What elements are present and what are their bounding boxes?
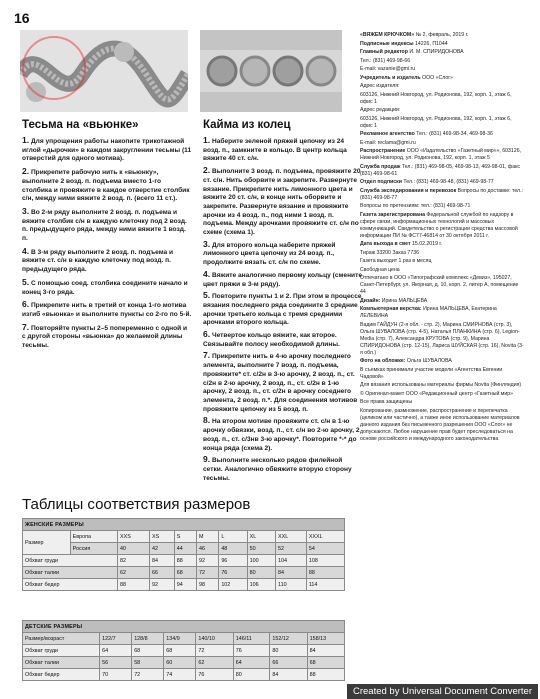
- converter-watermark: Created by Universal Document Converter: [347, 684, 538, 699]
- size-cell: L: [219, 531, 247, 543]
- size-cell: XXL: [276, 531, 307, 543]
- value-cell: 114: [306, 579, 344, 591]
- size-cell: 48: [219, 543, 247, 555]
- value-cell: 56: [100, 657, 132, 669]
- right-step: 7. Прикрепите нить в 4-ю арочку последнего элемента, выполните 7 возд. п. подъема, провяжите* ст. с/2н в 3-ю арочку, 2 возд. п., ст. с/2н в 2-ю арочку, 2 возд. п., ст. с/2н в 1-ю арочку, 2 возд. п., ст. с/2н в арочку соседнего элемента, 2 возд. п.*. Для соединения мотивов провяжите цепочку из 5 возд. п.: [203, 350, 358, 413]
- value-cell: 72: [197, 567, 219, 579]
- value-cell: 104: [276, 555, 307, 567]
- value-cell: 84: [307, 645, 344, 657]
- size-cell: 42: [150, 543, 175, 555]
- imprint-line: 603126, Нижний Новгород, ул. Родионова, 192, корп. 1, этаж 6, офис 1: [360, 115, 512, 129]
- value-cell: 88: [307, 669, 344, 681]
- value-cell: 62: [196, 657, 233, 669]
- value-cell: 66: [150, 567, 175, 579]
- value-cell: 62: [118, 567, 150, 579]
- header-label: Размер/возраст: [23, 633, 100, 645]
- imprint-line: Служба продаж Тел.: (831) 469-98-05, 469-98-13, 469-98-01, факс (831) 469-98-61: [360, 163, 521, 177]
- imprint-line: Газета выходит 1 раз в месяц: [360, 258, 432, 264]
- value-cell: 84: [270, 669, 307, 681]
- right-article-steps: [203, 136, 363, 483]
- imprint-line: Отпечатано в ООО «Типографский комплекс «Девиз», 195027, Санкт-Петербург, ул. Якорная, д. 10, корп. 2, литер А, помещение 44: [360, 275, 519, 295]
- row-label: Обхват бедер: [23, 669, 100, 681]
- red-stamp-circle: [22, 36, 86, 100]
- right-step: 8. На втором мотиве провяжите ст. с/н в 1-ю арочку обвязки, возд. п., ст. с/н во 2-ю арочку, 2 возд. п., ст. с/3нв 3-ю арочку*. Повторите *-* до конца ряда (схема 2).: [203, 415, 360, 452]
- value-cell: 98: [197, 579, 219, 591]
- size-cell: 158/13: [307, 633, 344, 645]
- left-step: 4. В 3-м ряду выполните 2 возд. п. подъема и вяжите ст. с/н в каждую клеточку под возд. п. предыдущего ряда.: [22, 245, 174, 274]
- page-number: 16: [14, 10, 30, 26]
- size-label: Размер: [23, 531, 71, 555]
- imprint-line: © Оригинал-макет ООО «Редакционный центр «Газетный мир»: [360, 390, 514, 397]
- imprint-line: Свободная цена: [360, 266, 400, 273]
- size-cell: 122/7: [100, 633, 132, 645]
- value-cell: 96: [219, 555, 247, 567]
- right-article-title: Кайма из колец: [203, 119, 291, 131]
- size-cell: 52: [276, 543, 307, 555]
- value-cell: 64: [233, 657, 270, 669]
- imprint-line: E-mail: vazanie@gmi.ru: [360, 66, 416, 72]
- value-cell: 84: [276, 567, 307, 579]
- value-cell: 76: [219, 567, 247, 579]
- row-label: Обхват бедер: [23, 579, 118, 591]
- size-cell: 46: [197, 543, 219, 555]
- women-table-banner: ЖЕНСКИЕ РАЗМЕРЫ: [23, 519, 345, 531]
- size-cell: XS: [150, 531, 175, 543]
- value-cell: 92: [150, 579, 175, 591]
- imprint-line: Главный редактор И. М. СПИРИДОНОВА: [360, 49, 464, 55]
- size-cell: XL: [247, 531, 275, 543]
- imprint-line: Копирование, размножение, распространение и перепечатка (целиком или частично), а также иное использование материалов данного издания без письменного разрешения ООО «Слог» не допускаются. Любое нарушение прав будет преследоваться на основе российского и международного законодательства: [360, 407, 520, 442]
- size-cell: S: [174, 531, 196, 543]
- right-step: 9. Выполните несколько рядов филейной сетки. Аналогично обвяжите вторую сторону тесьмы.: [203, 454, 352, 482]
- right-step: 5. Повторите пункты 1 и 2. При этом в процессе вязания последнего ряда соедините 3 средние арочки третьего кольца с тремя средними арочками второго кольца.: [203, 290, 362, 327]
- left-article-steps: [22, 136, 192, 351]
- size-cell: 54: [306, 543, 344, 555]
- imprint-line: Фото на обложке: Ольга ШУВАЛОВА: [360, 358, 452, 364]
- left-article-title: Тесьма на «вьюнке»: [22, 119, 139, 131]
- size-cell: XXS: [118, 531, 150, 543]
- imprint-line: Дата выхода в свет 15.02.2019 г.: [360, 241, 443, 247]
- size-cell: 50: [247, 543, 275, 555]
- value-cell: 66: [270, 657, 307, 669]
- value-cell: 88: [174, 555, 196, 567]
- imprint-line: Распространение ООО «Издательство «Газетный мир»», 603126, Нижний Новгород, ул. Родионова, 192, корп. 1, этаж 5: [360, 148, 522, 161]
- imprint-line: Тираж 33200 Заказ 7736: [360, 249, 419, 256]
- value-cell: 80: [233, 669, 270, 681]
- kids-table-banner: ДЕТСКИЕ РАЗМЕРЫ: [23, 621, 345, 633]
- value-cell: 92: [197, 555, 219, 567]
- value-cell: 68: [307, 657, 344, 669]
- row-label: Обхват груди: [23, 645, 100, 657]
- left-step: 3. Во 2-м ряду выполните 2 возд. п. подъема и вяжите столбик с/н в каждую клеточку под 2 возд. п. предыдущего ряда, между ними вяжите 1 возд. п.: [22, 205, 187, 243]
- left-step: 1. Для упрощения работы накопите трикотажной иглой «дырочки» в каждом закруглении тесьмы (11 отверстий для одного мотива).: [22, 135, 192, 163]
- value-cell: 76: [233, 645, 270, 657]
- imprint-line: «ВЯЖЕМ КРЮЧКОМ» № 2, февраль, 2019 г.: [360, 32, 469, 38]
- imprint-line: Все права защищены: [360, 399, 413, 405]
- imprint-line: 603126, Нижний Новгород, ул. Родионова, 192, корп. 1, этаж 6, офис 1: [360, 91, 512, 105]
- imprint-line: Дизайн: Ирина МАЛЬЦЕВА: [360, 297, 428, 304]
- left-step: 2. Прикрепите рабочую нить к «вьюнку», выполните 2 возд. п. подъема вместо 1-го столбика и провяжите в каждое отверстие столбик с/н, между ними вяжите 2 возд. п. (всего 11 ст.).: [22, 166, 190, 203]
- imprint-line: Газета зарегистрирована Федеральной службой по надзору в сфере связи, информационных технологий и массовых коммуникаций. Свидетельство о регистрации средства массовой информации ПИ № ФС77-46814 от 30 октября 2011 г.: [360, 211, 518, 239]
- left-step: 7. Повторяйте пункты 2–5 попеременно с одной и с другой стороны «вьюнка» до желаемой длины тесьмы.: [22, 321, 188, 350]
- imprint-line: E-mail: reclama@gmi.ru: [360, 139, 416, 146]
- size-cell: 140/10: [196, 633, 233, 645]
- row-label: Обхват талии: [23, 567, 118, 579]
- imprint-line: Учредитель и издатель ООО «Слог»: [360, 74, 454, 81]
- left-step: 6. Прикрепите нить в третий от конца 1-го мотива изгиб «вьюнка» и выполните пункты со 2-го по 5-й.: [22, 299, 192, 318]
- right-step: 2. Выполните 3 возд. п. подъема, провяжите 20 ст. с/н. Нить оборвите и закрепите. Развернуте вязание. Прикрепите нить лимонного цвета и вяжите 20 ст. с/н, в конце нить оборвите и закрепите. Развернуте вязание и провяжите арочки из 4 возд. п., под ними 1 возд. п. подъема. Между арочками провяжите ст. с/н по схеме (схема 1).: [203, 165, 361, 237]
- value-cell: 68: [132, 645, 164, 657]
- size-cell: 128/8: [132, 633, 164, 645]
- value-cell: 110: [276, 579, 307, 591]
- imprint-column: [360, 32, 525, 444]
- left-step: 5. С помощью соед. столбика соедините начало и конец 3-го ряда.: [22, 276, 188, 296]
- size-tables-title: Таблицы соответствия размеров: [22, 496, 251, 513]
- imprint-line: Отдел подписки Тел.: (831) 469-98-48, (831) 469-98-77: [360, 179, 494, 185]
- value-cell: 76: [196, 669, 233, 681]
- photo-ring-border: [200, 30, 342, 112]
- imprint-line: Вопросы по претензиям: тел.: (831) 469-98-71: [360, 203, 471, 209]
- size-cell: 44: [174, 543, 196, 555]
- right-step: 6. Четвертое кольцо вяжите, как второе. Связывайте полосу необходимой длины.: [203, 329, 340, 348]
- size-cell: XXXL: [306, 531, 344, 543]
- russia-label: Россия: [70, 543, 117, 555]
- value-cell: 102: [219, 579, 247, 591]
- size-cell: 40: [118, 543, 150, 555]
- value-cell: 68: [174, 567, 196, 579]
- value-cell: 88: [118, 579, 150, 591]
- value-cell: 106: [247, 579, 275, 591]
- right-step: 1. Наберите зеленой пряжей цепочку из 24 возд. п., замкните в кольцо. В центр кольца вяжите 40 ст. с/н.: [203, 135, 347, 163]
- value-cell: 72: [196, 645, 233, 657]
- right-step: 4. Вяжите аналогично первому кольцу (смените цвет пряжи в 3-м ряду).: [203, 268, 363, 288]
- value-cell: 64: [100, 645, 132, 657]
- value-cell: 70: [100, 669, 132, 681]
- size-cell: 134/9: [164, 633, 196, 645]
- value-cell: 84: [150, 555, 175, 567]
- value-cell: 72: [132, 669, 164, 681]
- imprint-line: В съемках принимали участие модели «Агентства Евгении Чадовой»: [360, 366, 503, 380]
- rings-illustration: [200, 30, 342, 112]
- value-cell: 58: [132, 657, 164, 669]
- row-label: Обхват талии: [23, 657, 100, 669]
- size-cell: M: [197, 531, 219, 543]
- value-cell: 94: [174, 579, 196, 591]
- imprint-line: Адрес издателя:: [360, 83, 400, 89]
- value-cell: 108: [306, 555, 344, 567]
- size-cell: 146/11: [233, 633, 270, 645]
- imprint-line: Компьютерная верстка: Ирина МАЛЬЦЕВА, Екатерина ЛЕЛЕВИНА: [360, 306, 497, 319]
- imprint-line: Вадим ГАЙДУН (2-я обл. - стр. 2), Марина СМИРНОВА (стр. 3), Ольга ШУВАЛОВА (стр. 4-5), Наталья ПЛАНКИНА (стр. 6), Legion-Media (стр. 7), Александра КРУТОВА (стр. 9), Марина СПИРИДОНОВА (стр. 12-15), Лариса ШУЙСКАЯ (стр. 16), Novita (3-я обл.): [360, 321, 524, 356]
- kids-size-table: [22, 620, 345, 681]
- value-cell: 100: [247, 555, 275, 567]
- row-label: Обхват груди: [23, 555, 118, 567]
- value-cell: 80: [270, 645, 307, 657]
- women-size-table: [22, 518, 345, 591]
- imprint-line: Служба экспедирования и перевозок Вопросы по доставке: тел.: (831) 469-98-77: [360, 187, 523, 201]
- imprint-line: Рекламное агентство Тел.: (831) 469-98-34, 469-98-36: [360, 131, 493, 137]
- imprint-line: Для вязания использованы материалы фирмы Novita (Финляндия): [360, 382, 522, 388]
- right-step: 3. Для второго кольца наберите пряжей лимонного цвета цепочку из 24 возд. п., продолжите вязать ст. с/н по схеме.: [203, 238, 336, 267]
- value-cell: 88: [306, 567, 344, 579]
- value-cell: 68: [164, 645, 196, 657]
- value-cell: 60: [164, 657, 196, 669]
- value-cell: 80: [247, 567, 275, 579]
- imprint-line: Тел.: (831) 469-98-66: [360, 57, 411, 64]
- size-cell: 152/12: [270, 633, 307, 645]
- value-cell: 74: [164, 669, 196, 681]
- value-cell: 82: [118, 555, 150, 567]
- imprint-line: Подписные индексы 14226, П1044: [360, 40, 448, 47]
- europe-label: Европа: [70, 531, 117, 543]
- imprint-line: Адрес редакции:: [360, 107, 401, 113]
